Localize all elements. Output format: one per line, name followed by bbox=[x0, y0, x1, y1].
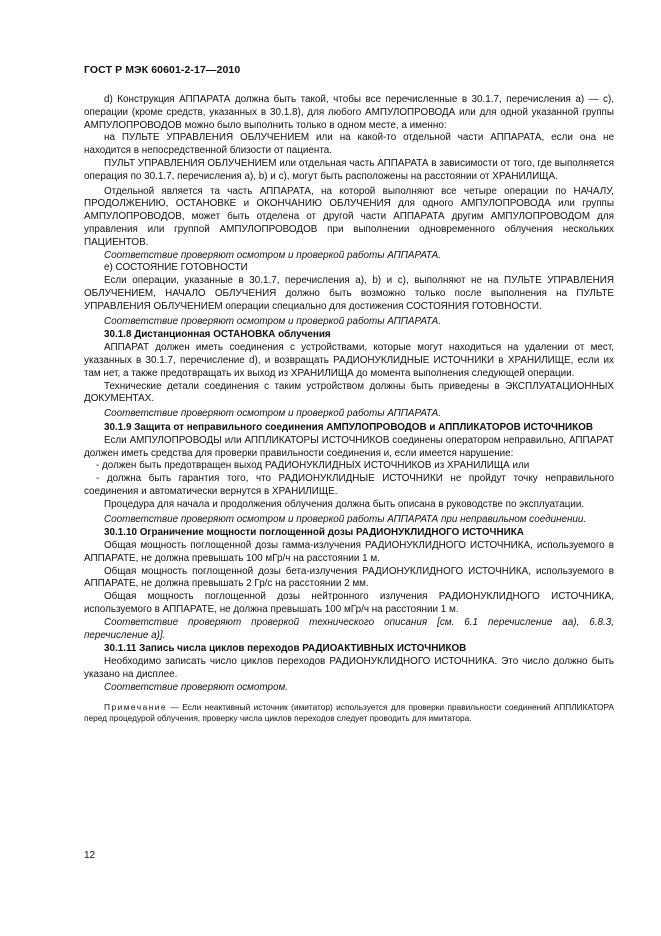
paragraph-d: d) Конструкция АППАРАТА должна быть такой, чтобы все перечисленные в 30.1.7, перечисления а) — с), операции (кроме средств, указанных в 30.1.8), для любого АМПУЛОПРОВОДА или для одной указанной группы АМПУЛОПРОВОДОВ можно было выполнить только в одном месте, а именно: bbox=[84, 94, 614, 131]
paragraph-e: е) СОСТОЯНИЕ ГОТОВНОСТИ bbox=[104, 262, 248, 274]
compliance-note: Соответствие проверяют проверкой технического описания [см. 6.1 перечисление аа), 6.8.3, перечисление а)]. bbox=[84, 616, 614, 641]
paragraph: Необходимо записать число циклов переходов РАДИОНУКЛИДНОГО ИСТОЧНИКА. Это число должно быть указано на дисплее. bbox=[84, 656, 614, 681]
paragraph: Общая мощность поглощенной дозы бета-излучения РАДИОНУКЛИДНОГО ИСТОЧНИКА, используемого в АППАРАТЕ, не должна превышать 2 Гр/с на расстоянии 2 мм. bbox=[84, 565, 614, 590]
paragraph: Процедура для начала и продолжения облучения должна быть описана в руководстве по эксплуатации. bbox=[104, 498, 585, 510]
standard-header: ГОСТ Р МЭК 60601-2-17—2010 bbox=[84, 64, 241, 76]
compliance-note: Соответствие проверяют осмотром и проверкой работы АППАРАТА. bbox=[104, 315, 441, 327]
page-number: 12 bbox=[84, 850, 96, 861]
note-text: — Если неактивный источник (имитатор) используется для проверки правильности соединений АППЛИКАТОРА перед процедурой облучения, проверку числа циклов переходов следует проводить для имитатора. bbox=[84, 701, 614, 724]
paragraph: Если АМПУЛОПРОВОДЫ или АППЛИКАТОРЫ ИСТОЧНИКОВ соединены оператором неправильно, АППАРАТ должен иметь средства для проверки правильности соединения и, если имеется нарушение: bbox=[84, 434, 614, 459]
paragraph: Технические детали соединения с таким устройством должны быть приведены в ЭКСПЛУАТАЦИОННЫХ ДОКУМЕНТАХ. bbox=[84, 380, 614, 405]
section-heading-30-1-10: 30.1.10 Ограничение мощности поглощенной дозы РАДИОНУКЛИДНОГО ИСТОЧНИКА bbox=[104, 527, 524, 539]
paragraph: Общая мощность поглощенной дозы нейтронного излучения РАДИОНУКЛИДНОГО ИСТОЧНИКА, используемого в АППАРАТЕ, не должна превышать 100 мГр/ч на расстоянии 1 м. bbox=[84, 591, 614, 616]
paragraph: АППАРАТ должен иметь соединения с устройствами, которые могут находиться на удалении от мест, указанных в 30.1.7, перечисление d), и возвращать РАДИОНУКЛИДНЫЕ ИСТОЧНИКИ в ХРАНИЛИЩЕ, если их там нет, а также предотвращать их выход из ХРАНИЛИЩА до момента выполнения следующей операции. bbox=[84, 342, 614, 379]
page-body bbox=[84, 94, 614, 725]
paragraph: на ПУЛЬТЕ УПРАВЛЕНИЯ ОБЛУЧЕНИЕМ или на какой-то отдельной части АППАРАТА, если она не находится в непосредственной близости от пациента. bbox=[84, 132, 614, 157]
list-item: - должна быть гарантия того, что РАДИОНУКЛИДНЫЕ ИСТОЧНИКИ не пройдут точку неправильного соединения и автоматически вернутся в ХРАНИЛИЩЕ. bbox=[84, 473, 614, 497]
section-heading-30-1-8: 30.1.8 Дистанционная ОСТАНОВКА облучения bbox=[104, 329, 331, 341]
section-heading-30-1-11: 30.1.11 Запись числа циклов переходов РАДИОАКТИВНЫХ ИСТОЧНИКОВ bbox=[104, 643, 467, 655]
section-heading-30-1-9: 30.1.9 Защита от неправильного соединения АМПУЛОПРОВОДОВ и АППЛИКАТОРОВ ИСТОЧНИКОВ bbox=[104, 421, 593, 433]
paragraph: ПУЛЬТ УПРАВЛЕНИЯ ОБЛУЧЕНИЕМ или отдельная часть АППАРАТА в зависимости от того, где выполняется операция по 30.1.7, перечисления а), b) и с), могут быть расположены на расстоянии от ХРАНИЛИЩА. bbox=[84, 157, 614, 182]
note bbox=[84, 702, 614, 725]
list-item: - должен быть предотвращен выход РАДИОНУКЛИДНЫХ ИСТОЧНИКОВ из ХРАНИЛИЩА или bbox=[96, 460, 530, 472]
paragraph: Если операции, указанные в 30.1.7, перечисления а), b) и с), выполняют не на ПУЛЬТЕ УПРАВЛЕНИЯ ОБЛУЧЕНИЕМ, НАЧАЛО ОБЛУЧЕНИЯ должно быть возможно только после выполнения на ПУЛЬТЕ УПРАВЛЕНИЯ ОБЛУЧЕНИЕМ операции специально для достижения СОСТОЯНИЯ ГОТОВНОСТИ. bbox=[84, 275, 614, 312]
note-label: Примечание bbox=[104, 701, 168, 712]
paragraph: Общая мощность поглощенной дозы гамма-излучения РАДИОНУКЛИДНОГО ИСТОЧНИКА, используемого в АППАРАТЕ, не должна превышать 100 мГр/ч на расстоянии 1 м. bbox=[84, 540, 614, 564]
compliance-note: Соответствие проверяют осмотром и проверкой работы АППАРАТА при неправильном соединении. bbox=[104, 513, 587, 525]
compliance-note: Соответствие проверяют осмотром. bbox=[104, 681, 289, 693]
compliance-note: Соответствие проверяют осмотром и проверкой работы АППАРАТА. bbox=[104, 408, 441, 420]
paragraph: Отдельной является та часть АППАРАТА, на которой выполняют все четыре операции по НАЧАЛУ, ПРОДОЛЖЕНИЮ, ОСТАНОВКЕ и ОКОНЧАНИЮ ОБЛУЧЕНИЯ для одного АМПУЛОПРОВОДА или группы АМПУЛОПРОВОДОВ, может быть отделена от другой части АППАРАТА другим АМПУЛОПРОВОДОМ для управления или группой АМПУЛОПРОВОДОВ при выполнении одновременного облучения нескольких ПАЦИЕНТОВ. bbox=[84, 185, 614, 248]
compliance-note: Соответствие проверяют осмотром и проверкой работы АППАРАТА. bbox=[104, 249, 441, 261]
